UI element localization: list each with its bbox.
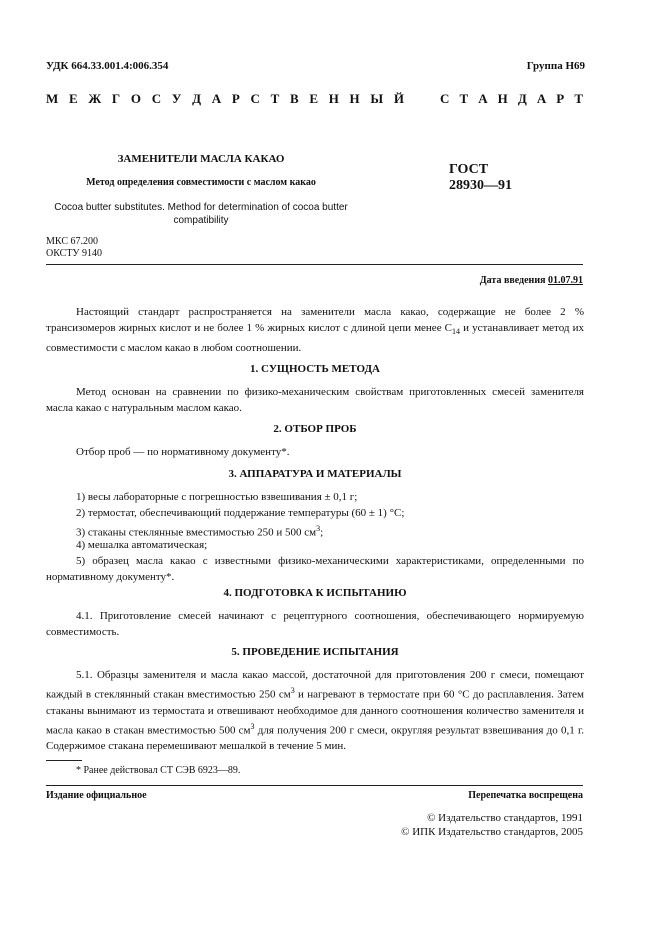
banner-letter: Р	[556, 91, 565, 106]
section-3-heading: 3. АППАРАТУРА И МАТЕРИАЛЫ	[228, 468, 402, 480]
banner-letter: Т	[270, 91, 280, 106]
section-2-text: Отбор проб — по нормативному документу*.	[76, 446, 290, 458]
gost-number: 28930—91	[449, 178, 512, 193]
okstu-code: ОКСТУ 9140	[46, 248, 103, 259]
date-value: 01.07.91	[548, 275, 583, 286]
banner-letter: О	[130, 91, 142, 106]
section-5-text-b: и нагревают в термостате при 60 °С до расплавления. Затем стаканы вынимают из термостата и отвешивают необходимое для данного соотношения количество заменителя и масла какао в стакан вместимостью 500 см	[46, 688, 584, 737]
section-5-text-c: для получения 200 г смеси, округляя результат взвешивания до 0,1 г. Содержимое стакана перемешивают мешалкой в течение 5 мин.	[46, 724, 584, 753]
intro-text: Настоящий стандарт распространяется на заменители масла какао, содержащие не более 2 % трансизомеров жирных кислот и не более 1 % жирных кислот с длиной цепи менее С	[46, 306, 584, 334]
intro-subscript: 14	[452, 327, 461, 337]
intro-text-end: и устанавливает метод их совместимости с маслом какао в любом соотношении.	[46, 322, 584, 355]
banner-letter: Г	[111, 91, 121, 106]
section-5-text	[46, 667, 584, 754]
introduction-date	[480, 275, 583, 286]
equipment-item-1: 1) весы лабораторные с погрешностью взвешивания ± 0,1 г;	[76, 491, 358, 503]
standard-banner	[46, 91, 583, 107]
banner-word-interstate	[46, 91, 404, 107]
banner-letter: Й	[393, 91, 404, 106]
banner-letter: Д	[517, 91, 527, 106]
banner-letter: С	[151, 91, 162, 106]
banner-letter: А	[211, 91, 222, 106]
banner-letter: Н	[497, 91, 508, 106]
section-5-sup-1: 3	[290, 686, 295, 695]
section-5-sup-2: 3	[250, 721, 255, 731]
banner-letter: Н	[328, 91, 339, 106]
banner-letter: Т	[459, 91, 469, 106]
banner-letter: Е	[68, 91, 78, 106]
footnote-divider	[46, 760, 82, 761]
english-title: Cocoa butter substitutes. Method for determination of cocoa butter compatibility	[54, 202, 348, 226]
date-label: Дата введения	[479, 275, 546, 286]
banner-letter: У	[171, 91, 182, 106]
equipment-item-4: 4) мешалка автоматическая;	[76, 539, 208, 551]
equipment-item-5: 5) образец масла какао с известными физико-механическими характеристиками, определенными по нормативному документу*.	[46, 555, 584, 583]
udk-code: УДК 664.33.001.4:006.354	[46, 60, 169, 72]
banner-letter: С	[440, 91, 450, 106]
section-5-text-a: 5.1. Образцы заменителя и масла какао массой, достаточной для приготовления 200 г смеси, помещают каждый в стеклянный стакан вместимостью 250 см	[46, 669, 584, 701]
equipment-item-2: 2) термостат, обеспечивающий поддержание температуры (60 ± 1) °С;	[76, 507, 405, 519]
section-1-heading: 1. СУЩНОСТЬ МЕТОДА	[250, 363, 380, 375]
banner-letter: В	[289, 91, 299, 106]
banner-letter: Р	[231, 91, 240, 106]
banner-letter: С	[250, 91, 260, 106]
group-code: Группа Н69	[526, 60, 585, 72]
mks-code: МКС 67.200	[46, 236, 98, 247]
banner-letter: Е	[309, 91, 318, 106]
banner-letter: Т	[574, 91, 583, 106]
document-subtitle: Метод определения совместимости с маслом какао	[86, 177, 316, 188]
gost-label: ГОСТ	[449, 162, 489, 177]
section-5-heading: 5. ПРОВЕДЕНИЕ ИСПЫТАНИЯ	[231, 646, 399, 658]
header-divider	[46, 264, 583, 265]
banner-letter: Д	[192, 91, 202, 106]
equipment-item-3-sup: 3	[316, 524, 321, 533]
document-title: ЗАМЕНИТЕЛИ МАСЛА КАКАО	[117, 153, 285, 165]
section-2-heading: 2. ОТБОР ПРОБ	[273, 423, 357, 435]
banner-letter: Н	[349, 91, 360, 106]
banner-letter: Ы	[370, 91, 384, 106]
banner-letter: А	[478, 91, 488, 106]
section-4-heading: 4. ПОДГОТОВКА К ИСПЫТАНИЮ	[223, 587, 407, 599]
official-edition: Издание официальное	[46, 790, 147, 801]
banner-word-standard	[440, 91, 583, 107]
section-1-text: Метод основан на сравнении по физико-механическим свойствам приготовленных смесей заменителя масла какао с натуральным маслом какао.	[46, 386, 584, 414]
banner-letter: А	[536, 91, 547, 106]
classification-codes	[46, 236, 102, 260]
intro-paragraph	[46, 304, 584, 356]
equipment-item-3-text: 3) стаканы стеклянные вместимостью 250 и 500 см	[76, 526, 317, 539]
banner-letter: Ж	[88, 91, 102, 106]
equipment-item-3-end: ;	[320, 526, 324, 539]
copyright-1991: © Издательство стандартов, 1991	[427, 812, 583, 824]
copyright-2005: © ИПК Издательство стандартов, 2005	[401, 826, 583, 838]
section-4-text: 4.1. Приготовление смесей начинают с рецептурного соотношения, обеспечивающего нормируемую совместимость.	[46, 610, 584, 638]
reprint-prohibited: Перепечатка воспрещена	[468, 790, 583, 801]
footer-divider	[46, 785, 583, 786]
footnote: * Ранее действовал СТ СЭВ 6923—89.	[76, 765, 241, 776]
banner-letter: М	[46, 91, 59, 106]
gost-designation	[449, 162, 512, 194]
